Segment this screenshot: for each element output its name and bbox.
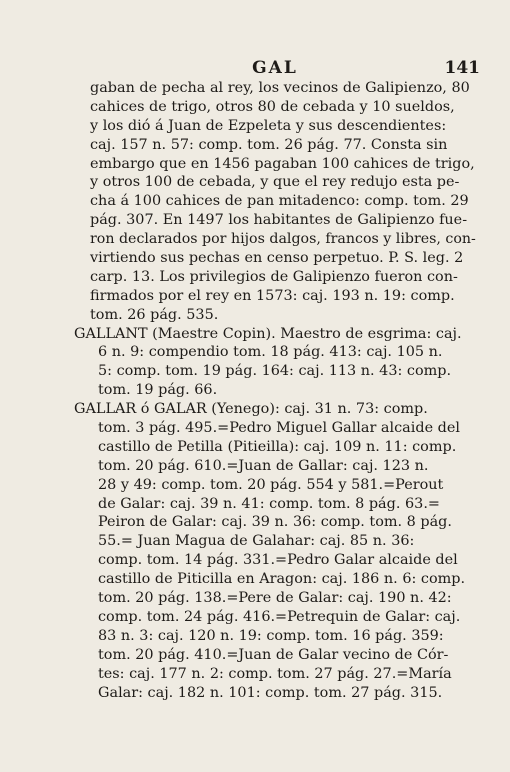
text-line: tom. 19 pág. 66. [98, 382, 218, 399]
text-line: tom. 26 pág. 535. [90, 306, 219, 323]
text-line: pág. 307. En 1497 los habitantes de Galipienzo fue- [90, 212, 468, 229]
text-line: comp. tom. 14 pág. 331.=Pedro Galar alcaide del [98, 552, 458, 569]
text-line: 55.= Juan Magua de Galahar: caj. 85 n. 36: [98, 533, 415, 550]
text-line: tom. 20 pág. 610.=Juan de Gallar: caj. 123 n. [98, 457, 429, 474]
text-line: y otros 100 de cebada, y que el rey redujo esta pe- [90, 174, 460, 191]
text-block [70, 79, 480, 702]
text-line: virtiendo sus pechas en censo perpetuo. P. S. leg. 2 [90, 250, 464, 267]
text-line: gaban de pecha al rey, los vecinos de Galipienzo, 80 [90, 80, 470, 96]
text-line: cahices de trigo, otros 80 de cebada y 10 sueldos, [90, 98, 455, 115]
text-line: carp. 13. Los privilegios de Galipienzo fueron con- [90, 268, 458, 285]
text-line: caj. 157 n. 57: comp. tom. 26 pág. 77. Consta sin [90, 136, 448, 153]
text-line: GALLANT (Maestre Copin). Maestro de esgrima: caj. [74, 325, 462, 342]
text-line: ron declarados por hijos dalgos, francos y libres, con- [90, 231, 476, 248]
text-line: comp. tom. 24 pág. 416.=Petrequin de Galar: caj. [98, 608, 461, 625]
text-line: tom. 20 pág. 410.=Juan de Galar vecino de Cór- [98, 646, 449, 663]
text-line: tom. 20 pág. 138.=Pere de Galar: caj. 190 n. 42: [98, 590, 452, 607]
text-line: 6 n. 9: compendio tom. 18 pág. 413: caj. 105 n. [98, 344, 443, 361]
text-line: castillo de Piticilla en Aragon: caj. 186 n. 6: comp. [98, 571, 466, 588]
text-line: GALLAR ó GALAR (Yenego): caj. 31 n. 73: comp. [74, 401, 428, 418]
text-line: firmados por el rey en 1573: caj. 193 n. 19: comp. [90, 287, 455, 304]
text-line: castillo de Petilla (Pitieilla): caj. 109 n. 11: comp. [98, 438, 457, 455]
text-line: embargo que en 1456 pagaban 100 cahices de trigo, [90, 155, 475, 172]
text-line: y los dió á Juan de Ezpeleta y sus descendientes: [90, 117, 447, 134]
text-line: Peiron de Galar: caj. 39 n. 36: comp. tom. 8 pág. [98, 514, 452, 531]
running-head-title: GAL [252, 58, 298, 78]
page-number: 141 [444, 58, 480, 78]
text-line: tom. 3 pág. 495.=Pedro Miguel Gallar alcaide del [98, 420, 460, 437]
text-line: 28 y 49: comp. tom. 20 pág. 554 y 581.=Perout [98, 476, 444, 493]
text-line: de Galar: caj. 39 n. 41: comp. tom. 8 pág. 63.= [98, 495, 440, 512]
text-line: tes: caj. 177 n. 2: comp. tom. 27 pág. 27.=María [98, 665, 452, 682]
text-line: 5: comp. tom. 19 pág. 164: caj. 113 n. 43: comp. [98, 363, 452, 380]
text-line: cha á 100 cahices de pan mitadenco: comp. tom. 29 [90, 193, 469, 210]
text-line: Galar: caj. 182 n. 101: comp. tom. 27 pág. 315. [98, 684, 443, 701]
text-line: 83 n. 3: caj. 120 n. 19: comp. tom. 16 pág. 359: [98, 627, 444, 644]
